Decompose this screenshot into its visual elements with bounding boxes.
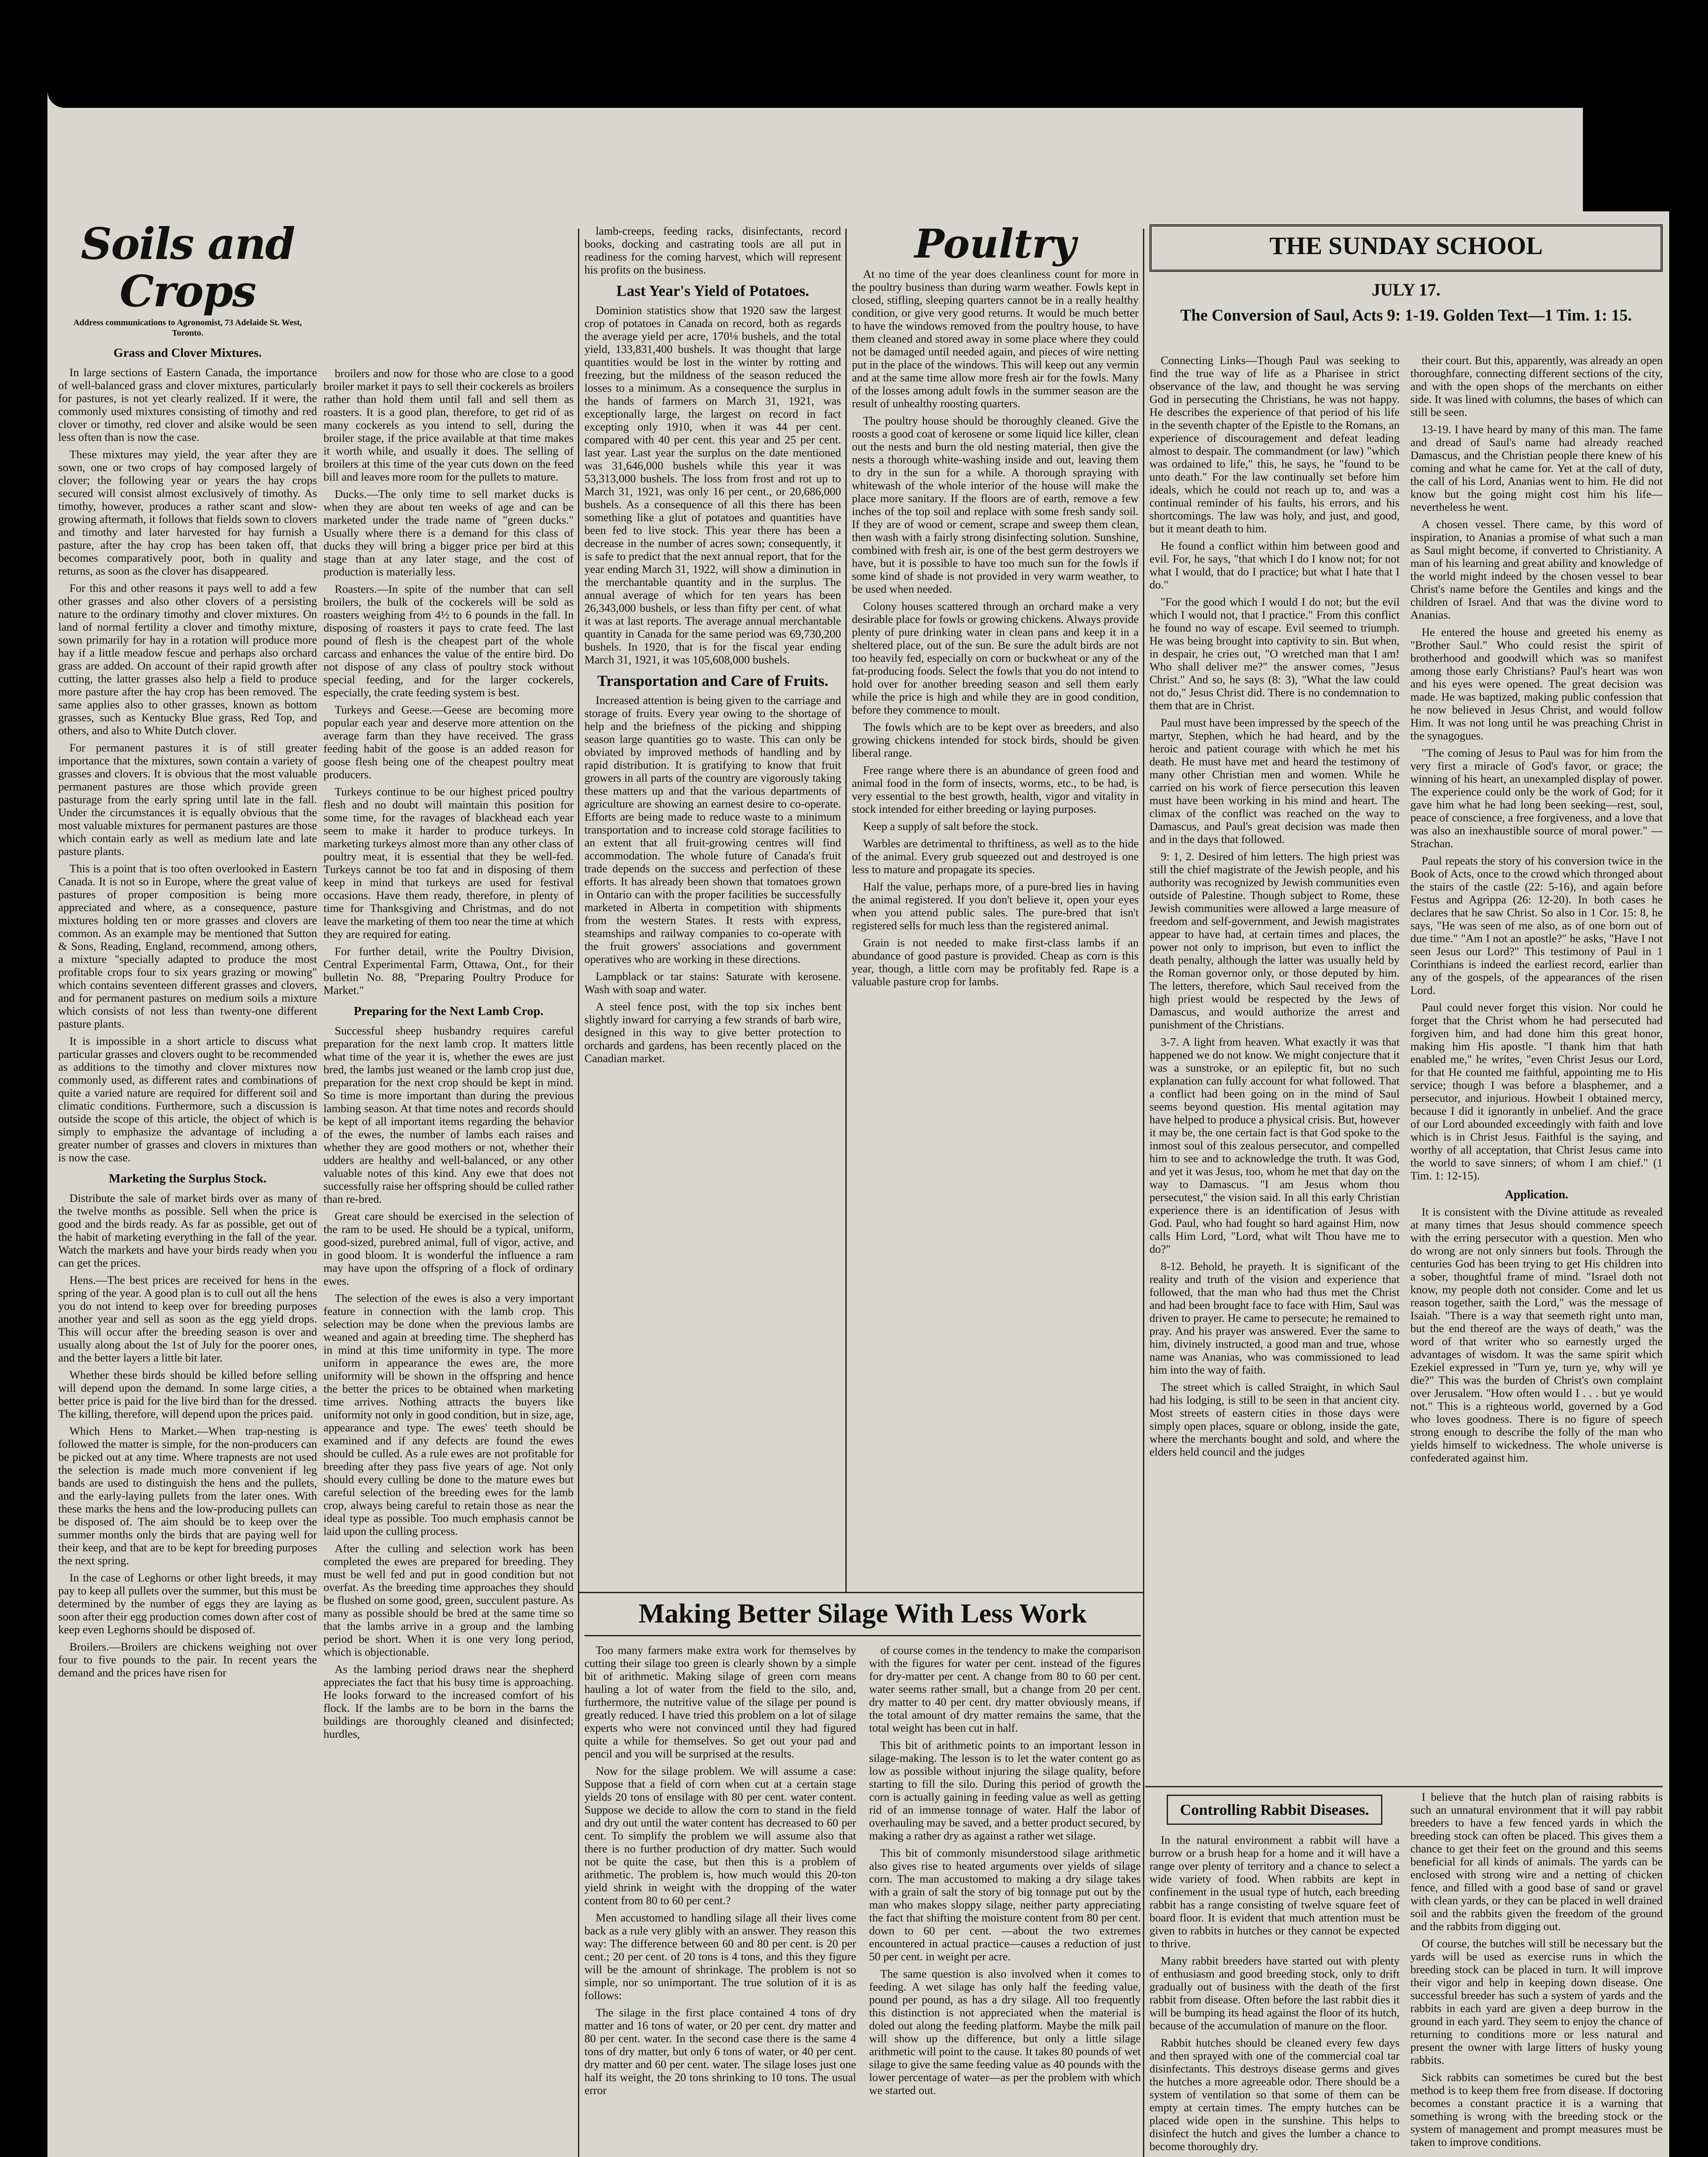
paragraph: Successful sheep husbandry requires careful preparation for the next lamb crop. It matters little what time of the year it is, whether the ewes are just bred, the lambs just weaned or the lamb crop just due, preparation for the next crop should be kept in mind. So time is more important than during the previous lambing season. At that time notes and records should be kept of all important items regarding the behavior of the ewes, the number of lambs each raises and whether they are good mothers or not, whether their udders are healthy and well-balanced, or any other valuable notes of this kind. Any ewe that does not successfully raise her offspring should be culled rather than re-bred. [323,1024,574,1205]
sunday-school-section [1149,224,1663,1782]
paragraph: Dominion statistics show that 1920 saw the largest crop of potatoes in Canada on record, both as regards the average yield per acre, 170⅛ bushels, and the total yield, 133,831,400 bushels. It was thought that large quantities would be lost in the winter by rotting and freezing, but the mildness of the season reduced the losses to a minimum. As a consequence the surplus in the hands of farmers on March 31, 1921, was exceptionally large, the largest on record in fact excepting only 1910, when it was 44 per cent. compared with 40 per cent. this year and 25 per cent. last year. Last year the surplus on the date mentioned was 31,646,000 bushels while this year it was 53,313,000 bushels. The loss from frost and rot up to March 31, 1921, was only 16 per cent., or 20,686,000 bushels. As a consequence of all this there has been something like a glut of potatoes and quantities have been fed to live stock. This year there has been a decrease in the number of acres sown; consequently, it is safe to predict that the next annual report, that for the year ending March 31, 1922, will show a diminution in the merchantable quantity and in the surplus. The annual average of which for ten years has been 26,343,000 bushels, or less than fifty per cent. of what it was at last reports. The average annual merchantable quantity in Canada for the same period was 69,730,200 bushels. In 1920, that is for the fiscal year ending March 31, 1921, it was 105,608,000 bushels. [584,304,841,666]
paragraph: 9: 1, 2. Desired of him letters. The high priest was still the chief magistrate of the Jewish people, and his authority was recognized by Jewish communities even outside of Palestine. Though subject to Rome, these Jewish communities were allowed a large measure of freedom and self-government, and Jewish magistrates appear to have had, at certain times and places, the power not only to imprison, but even to inflict the death penalty, although the latter was usually held by the Roman governor only, or those deputed by him. The letters, therefore, which Saul received from the high priest would be respected by the Jews of Damascus, and would authorize the arrest and punishment of the Christians. [1149,850,1400,1031]
paragraph: Whether these birds should be killed before selling will depend upon the demand. In some large cities, a better price is paid for the live bird than for the dressed. The killing, therefore, will depend upon the prices paid. [58,1368,317,1420]
application-heading: Application. [1504,1188,1569,1201]
paragraph: He entered the house and greeted his enemy as "Brother Saul." Who could resist the spirit of brotherhood and goodwill which was so manifest among those early Christians? Paul's heart was won and his eyes were opened. The great decision was made. He was baptized, making public confession that he now believed in Jesus Christ, and would follow Him. It was not long until he was preaching Christ in the synagogues. [1410,626,1663,742]
silage-column-b [869,1644,1141,2101]
paragraph: Warbles are detrimental to thriftiness, as well as to the hide of the animal. Every grub squeezed out and destroyed is one less to mature and propagate its species. [852,837,1139,876]
paragraph: This is a point that is too often overlooked in Eastern Canada. It is not so in Europe, where the great value of pastures of proper composition is being more appreciated and where, as a consequence, pasture mixtures holding ten or more grasses and clovers are common. As an example may be mentioned that Sutton & Sons, Reading, England, recommend, among others, a mixture "specially adapted to produce the most profitable crops four to six years grazing or mowing" which contains seventeen different grasses and clovers, and for permanent pastures on medium soils a mixture which consists of not less than twenty-one different pasture plants. [58,862,317,1030]
paragraph: Too many farmers make extra work for themselves by cutting their silage too green is clearly shown by a simple bit of arithmetic. Making silage of green corn means hauling a lot of water from the field to the silo, and, furthermore, the nutritive value of the silage per pound is greatly reduced. I have tried this problem on a lot of silage experts who were not convinced until they had figured quite a while for themselves. So get out your pad and pencil and you will be surprised at the results. [584,1644,856,1760]
soils-column [58,220,317,2157]
silage-column-a [584,1644,856,2101]
paragraph: This bit of commonly misunderstood silage arithmetic also gives rise to heated arguments over yields of silage corn. The man accustomed to making a dry silage takes with a grain of salt the story of big tonnage put out by the man who makes sloppy silage, neither party appreciating the fact that shifting the moisture content from 80 per cent. down to 60 per cent. —about the two extremes encountered in actual practice—causes a reduction of just 50 per cent. in weight per acre. [869,1846,1141,1963]
paragraph: For further detail, write the Poultry Division, Central Experimental Farm, Ottawa, Ont., for their bulletin No. 88, "Preparing Poultry Produce for Market." [323,945,574,997]
silage-article [584,1596,1141,2157]
paragraph: 8-12. Behold, he prayeth. It is significant of the reality and truth of the vision and experience that followed, that the man who had thus met the Christ and had been brought face to face with Him, Saul was driven to prayer. He came to persecute; he remained to pray. And his prayer was answered. Ever the same to him, divinely instructed, a good man and true, whose name was Ananias, who was commissioned to lead him into the way of faith. [1149,1260,1400,1376]
potato-heading: Last Year's Yield of Potatoes. [616,282,809,299]
paragraph: At no time of the year does cleanliness count for more in the poultry business than during warm weather. Fowls kept in closed, stifling, sleeping quarters cannot be in a really healthy condition, or give very good returns. It would be much better to have the windows removed from the poultry house, to have them cleaned and stored away in some place where they could not be damaged until needed again, and pieces of wire netting put in the place of the windows. This will keep out any vermin and at the same time allow more fresh air for the fowls. Many of the losses among adult fowls in the summer season are the result of unhealthy roosting quarters. [852,267,1139,410]
paragraph: Which Hens to Market.—When trap-nesting is followed the matter is simple, for the non-producers can be picked out at any time. Where trapnests are not used the selection is made much more convenient if leg bands are used to distinguish the hens and the pullets, and the early-laying pullets from the later ones. With these marks the hens and the low-producing pullets can be disposed of. The aim should be to keep over the summer months only the birds that are paying well for their keep, and that are to be kept for breeding purposes the next spring. [58,1424,317,1567]
paragraph: The street which is called Straight, in which Saul had his lodging, is still to be seen in that ancient city. Most streets of eastern cities in those days were simply open places, square or oblong, inside the gate, where the merchants bought and sold, and where the elders held council and the judges [1149,1380,1400,1458]
paragraph: Colony houses scattered through an orchard make a very desirable place for fowls or growing chickens. Always provide plenty of pure drinking water in clean pans and keep it in a sheltered place, out of the sun. Be sure the adult birds are not too heavily fed, especially on corn or buckwheat or any of the fat-producing foods. Select the fowls that you do not intend to hold over for another breeding season and sell them early while the price is high and while they are in good condition, before they commence to moult. [852,600,1139,716]
newspaper-page [47,82,1669,2157]
paragraph: "For the good which I would I do not; but the evil which I would not, that I practice." From this conflict he found no way of escape. Evil seemed to triumph. He was being brought into captivity to sin. But when, in despair, he cries out, "O wretched man that I am! Who shall deliver me?" the answer comes, "Jesus Christ." And so, he says (8: 3), "What the law could not do," Jesus Christ did. There is no condemnation to them that are in Christ. [1149,595,1400,712]
column-rule [845,229,847,1592]
paragraph: He found a conflict within him between good and evil. For, he says, "that which I do I know not; for not what I would, that do I practice; but what I hate that I do." [1149,539,1400,591]
paragraph: Turkeys continue to be our highest priced poultry flesh and no doubt will maintain this position for some time, for the ravages of blackhead each year seem to make it harder to produce turkeys. In marketing turkeys almost more than any other class of poultry meat, it is essential that they be well-fed. Turkeys cannot be too fat and in disposing of them keep in mind that turkeys are used for festival occasions. Have them ready, therefore, in plenty of time for Thanksgiving and Christmas, and do not leave the marketing of them too near the time at which they are required for eating. [323,785,574,940]
sunday-column-b [1410,354,1663,1468]
paragraph: Free range where there is an abundance of green food and animal food in the form of insects, worms, etc., to be had, is very essential to the best growth, health, vigor and vitality in stock intended for either breeding or laying purposes. [852,764,1139,815]
soils-masthead: Soils and Crops [81,220,295,317]
paragraph: Many rabbit breeders have started out with plenty of enthusiasm and good breeding stock, only to drift gradually out of business with the death of the first rabbit from disease. Often before the last rabbit dies it will be bumping its head against the floor of its hutch, because of the accumulation of manure on the floor. [1149,1954,1400,2032]
paragraph: The poultry house should be thoroughly cleaned. Give the roosts a good coat of kerosene or some liquid lice killer, clean out the nests and burn the old nesting material, then give the nests a thorough white-washing inside and out, leaving them to dry in the sun for a while. A thorough spraying with whitewash of the whole interior of the house will make the place more sanitary. If the floors are of earth, remove a few inches of the top soil and replace with some fresh sandy soil. If they are of wood or cement, scrape and sweep them clean, then wash with a fairly strong disinfecting solution. Sunshine, combined with fresh air, is one of the best germ destroyers we have, but it is possible to have too much sun for the fowls if some kind of shade is not provided in very warm weather, to be used when needed. [852,414,1139,595]
paragraph: Roasters.—In spite of the number that can sell broilers, the bulk of the cockerels will be sold as roasters weighing from 4½ to 6 pounds in the fall. In disposing of roasters it pays to crate feed. The last pound of flesh is the cheapest part of the whole carcass and enhances the value of the entire bird. Do not dispose of any class of poultry stock without special feeding, and for the larger cockerels, especially, the crate feeding system is best. [323,582,574,699]
paragraph: Connecting Links—Though Paul was seeking to find the true way of life as a Pharisee in strict observance of the law, and thought he was serving God in persecuting the Christians, he was not happy. He describes the experience of that period of his life in the seventh chapter of the Epistle to the Romans, an experience of discouragement and defeat leading almost to despair. The commandment (or law) "which was ordained to life," this, he says, he "found to be unto death." For the law continually set before him ideals, which he could not reach up to, and was a continual reminder of his faults, his errors, and his shortcomings. The law was holy, and just, and good, but it meant death to him. [1149,354,1400,535]
paragraph: Sick rabbits can sometimes be cured but the best method is to keep them free from disease. If doctoring becomes a constant practice it is a warning that something is wrong with the breeding stock or the system of management and prompt measures must be taken to improve conditions. [1410,2071,1663,2148]
fruit-heading: Transportation and Care of Fruits. [597,672,829,689]
grass-heading: Grass and Clover Mixtures. [113,346,262,360]
paragraph: Turkeys and Geese.—Geese are becoming more popular each year and deserve more attention on the average farm than they have received. The grass feeding habit of the goose is an added reason for goose flesh being one of the cheapest poultry meat producers. [323,703,574,781]
paragraph: Paul repeats the story of his conversion twice in the Book of Acts, once to the crowd which thronged about the stairs of the castle (22: 5-16), and again before Festus and Agrippa (26: 12-20). In both cases he declares that he saw Christ. So also in 1 Cor. 15: 8, he says, "He was seen of me also, as of one born out of due time." "Am I not an apostle?" he asks, "Have I not seen Jesus our Lord?" This testimony of Paul in 1 Corinthians is indeed the earliest record, earlier than any of the gospels, of the appearances of the risen Lord. [1410,854,1663,997]
lamb-heading: Preparing for the Next Lamb Crop. [354,1004,543,1018]
paragraph: In the case of Leghorns or other light breeds, it may pay to keep all pullets over the summer, but this must be determined by the number of eggs they are laying as soon after their egg production comes down after cost of keep even Leghorns should be disposed of. [58,1571,317,1636]
paragraph: "The coming of Jesus to Paul was for him from the very first a miracle of God's favor, or grace; the winning of his heart, an unexampled display of power. The experience could only be the work of God; for it gave him what he had long been seeking—rest, soul, peace of conscience, a free forgiveness, and a love that was also an inexhaustible source of moral power." —Strachan. [1410,746,1663,850]
paragraph: After the culling and selection work has been completed the ewes are prepared for breeding. They must be well fed and put in good condition but not overfat. As the breeding time approaches they should be flushed on some good, green, succulent pasture. As many as possible should be bred at the same time so that the lambs arrive in a group and the lambing period be short. When it is one very long period, which is objectionable. [323,1542,574,1658]
paragraph: This bit of arithmetic points to an important lesson in silage-making. The lesson is to let the water content go as low as possible without injuring the silage quality, before starting to fill the silo. During this period of growth the corn is actually gaining in feeding value as well as getting rid of an immense tonnage of water. Half the labor of overhauling may be saved, and a better product secured, by making a rather dry as against a rather wet silage. [869,1739,1141,1842]
sunday-column-a [1149,354,1400,1462]
paragraph: As the lambing period draws near the shepherd appreciates the fact that his busy time is approaching. He looks forward to the increased comfort of his flock. If the lambs are to be born in the barns the buildings are thoroughly cleaned and disinfected; hurdles, [323,1663,574,1740]
torn-corner [1583,82,1669,211]
paragraph: In the natural environment a rabbit will have a burrow or a brush heap for a home and it will have a range over plenty of territory and a chance to select a wide variety of food. When rabbits are kept in confinement in the usual type of hutch, each breeding rabbit has a range consisting of twelve square feet of board floor. It is evident that much attention must be given to rabbits in hutches or they cannot be expected to thrive. [1149,1833,1400,1950]
paragraph: For permanent pastures it is of still greater importance that the mixtures, sown contain a variety of grasses and clovers. It is obvious that the most valuable permanent pastures are those which provide green pasturage from the early spring until late in the fall. Under the circumstances it is equally obvious that the most valuable mixtures for permanent pastures are those which contain early as well as medium late and late pasture plants. [58,741,317,858]
paragraph: of course comes in the tendency to make the comparison with the figures for water per cent. instead of the figures for dry-matter per cent. A change from 80 to 60 per cent. water seems rather small, but a change from 20 per cent. dry matter to 40 per cent. dry matter obviously means, if the total amount of dry matter remains the same, that the total weight has been cut in half. [869,1644,1141,1734]
soils-address: Address communications to Agronomist, 73 Adelaide St. West, Toronto. [73,318,302,338]
paragraph: A steel fence post, with the top six inches bent slightly inward for carrying a few strands of barb wire, designed in this way to give better protection to orchards and gardens, has been recently placed on the Canadian market. [584,1000,841,1065]
paragraph: I believe that the hutch plan of raising rabbits is such an unnatural environment that it will pay rabbit breeders to have a few fenced yards in which the breeding stock can often be placed. This gives them a chance to get their feet on the ground and this seems beneficial for all kinds of animals. The yards can be enclosed with strong wire and a netting of chicken fence, and filled with a good base of sand or gravel with clean yards, or they can be placed in well drained soil and the rabbits given the freedom of the ground and the rabbits from digging out. [1410,1790,1663,1933]
paragraph: lamb-creeps, feeding racks, disinfectants, record books, docking and castrating tools are all put in readiness for the coming harvest, which will represent his profits on the business. [584,224,841,276]
rabbit-article [1149,1790,1663,2157]
potatoes-fruits-column [584,224,841,1588]
market-heading: Marketing the Surplus Stock. [109,1172,267,1185]
poultry-masthead: Poultry [914,220,1076,267]
paragraph: It is consistent with the Divine attitude as revealed at many times that Jesus should commence speech with the erring persecutor with a question. Men who do wrong are not only sinners but fools. Through the centuries God has been trying to get His children into a sober, thoughtful frame of mind. "Israel doth not know, my people doth not consider. Come and let us reason together, saith the Lord," was the message of Isaiah. "There is a way that seemeth right unto man, but the end thereof are the ways of death," was the word of that writer who so earnestly urged the advantages of wisdom. It was the same spirit which Ezekiel expressed in "Turn ye, turn ye, why will ye die?" This was the burden of Christ's own complaint over Jerusalem. "How often would I . . . but ye would not." This is a righteous world, governed by a God who loves goodness. There is no figure of speech strong enough to describe the folly of the man who yields himself to wickedness. The whole universe is confederated against him. [1410,1205,1663,1464]
paragraph: Distribute the sale of market birds over as many of the twelve months as possible. Sell when the price is good and the birds ready. As far as possible, get out of the habit of marketing everything in the fall of the year. Watch the markets and have your birds ready when you can get the prices. [58,1192,317,1269]
paragraph: Ducks.—The only time to sell market ducks is when they are about ten weeks of age and can be marketed under the trade name of "green ducks." Usually where there is a demand for this class of ducks they will bring a bigger price per bird at this stage than at any later stage, and the cost of production is materially less. [323,487,574,578]
paragraph: Hens.—The best prices are received for hens in the spring of the year. A good plan is to cull out all the hens you do not intend to keep over for breeding purposes another year and sell as soon as the egg yield drops. This will occur after the breeding season is over and usually along about the 1st of July for the poorer ones, and the better layers a little bit later. [58,1273,317,1364]
poultry-marketing-column [323,367,574,2157]
paragraph: Increased attention is being given to the carriage and storage of fruits. Every year owing to the shortage of help and the briefness of the picking and shipping season large quantities go to waste. This can only be obviated by improved methods of handling and by rapid distribution. It is gratifying to know that fruit growers in all parts of the country are vigorously taking these matters up and that the various departments of agriculture are showing an earnest desire to co-operate. Efforts are being made to reduce waste to a minimum transportation and to increase cold storage facilities to an extent that all fruit-growing centres will find accommodation. The whole future of Canada's fruit trade depends on the success and perfection of these efforts. It has already been shown that tomatoes grown in Ontario can with the proper facilities be successfully marketed in Alberta in competition with shipments from the western States. It rests with express, steamships and railway companies to co-operate with the fruit growers' associations and government operatives who are working in these directions. [584,694,841,965]
lesson-title: The Conversion of Saul, Acts 9: 1-19. Golden Text—1 Tim. 1: 15. [1180,306,1632,324]
rabbit-column-a [1149,1790,1400,2157]
section-rule [578,1592,1143,1593]
sunday-school-masthead: THE SUNDAY SCHOOL [1149,224,1663,272]
paragraph: Half the value, perhaps more, of a pure-bred lies in having the animal registered. If you don't believe it, open your eyes when you attend public sales. The pure-bred that isn't registered sells for much less than the registered animal. [852,880,1139,932]
paragraph: The fowls which are to be kept over as breeders, and also growing chickens intended for stock birds, should be given liberal range. [852,720,1139,759]
paragraph: Keep a supply of salt before the stock. [863,820,1039,833]
silage-headline: Making Better Silage With Less Work [584,1596,1141,1636]
paragraph: Broilers.—Broilers are chickens weighing not over four to five pounds to the pair. In recent years the demand and the prices have risen for [58,1640,317,1679]
paragraph: In large sections of Eastern Canada, the importance of well-balanced grass and clover mixtures, particularly for pastures, is not yet clearly realized. If it were, the commonly used mixtures consisting of timothy and red clover or timothy, red clover and alsike would be seen less often than is now the case. [58,366,317,443]
paragraph: 13-19. I have heard by many of this man. The fame and dread of Saul's name had already reached Damascus, and the Christian people there knew of his coming and what he came for. Yet at the call of duty, the call of his Lord, Ananias went to him. He did not know but the going might cost him his life—nevertheless he went. [1410,423,1663,513]
paragraph: Lampblack or tar stains: Saturate with kerosene. Wash with soap and water. [584,970,841,996]
paragraph: Great care should be exercised in the selection of the ram to be used. He should be a typical, uniform, good-sized, purebred animal, full of vigor, active, and in good bloom. It is wonderful the influence a ram may have upon the offspring of a flock of ordinary ewes. [323,1210,574,1287]
torn-top-edge [47,82,1669,108]
rabbit-column-b [1410,1790,1663,2153]
paragraph: For this and other reasons it pays well to add a few other grasses and also other clovers of a persisting nature to the ordinary timothy and clover mixtures. On land of normal fertility a clover and timothy mixture, sown primarily for hay in a rotation will produce more hay if a little meadow fescue and perhaps also orchard grass are added. On account of their rapid growth after cutting, the latter grasses also help a field to produce more pasture after the hay crop has been removed. The same applies also to other grasses, known as bottom grasses, such as Kentucky Blue grass, Red Top, and others, and also to White Dutch clover. [58,582,317,737]
paragraph: Rabbit hutches should be cleaned every few days and then sprayed with one of the commercial coal tar disinfectants. This destroys disease germs and gives the hutches a more agreeable odor. There should be a system of ventilation so that some of them can be empty at certain times. The empty hutches can be placed wide open in the sunshine. This helps to disinfect the hutch and gives the lumber a chance to become thoroughly dry. [1149,2036,1400,2153]
section-rule [1145,1786,1663,1787]
paragraph: broilers and now for those who are close to a good broiler market it pays to sell their cockerels as broilers rather than hold them until fall and sell them as roasters. It is a good plan, therefore, to get rid of as many cockerels as you intend to sell, during the broiler stage, if the price available at that time makes it worth while, and usually it does. The selling of broilers at this time of the year cuts down on the feed bill and leaves more room for the pullets to mature. [323,367,574,483]
paragraph: The silage in the first place contained 4 tons of dry matter and 16 tons of water, or 20 per cent. dry matter and 80 per cent. water. In the second case there is the same 4 tons of dry matter, but only 6 tons of water, or 40 per cent. dry matter and 60 per cent. water. The silage loses just one half its weight, the 20 tons shrinking to 10 tons. The usual error [584,2006,856,2097]
paragraph: Men accustomed to handling silage all their lives come back as a rule very glibly with an answer. They reason this way: The difference between 60 and 80 per cent. is 20 per cent.; 20 per cent. of 20 tons is 4 tons, and this they figure will be the amount of shrinkage. The problem is not so simple, nor so unimportant. The true solution of it is as follows: [584,1911,856,2002]
paragraph: Now for the silage problem. We will assume a case: Suppose that a field of corn when cut at a certain stage yields 20 tons of ensilage with 80 per cent. water content. Suppose we decide to allow the corn to stand in the field and dry out until the water content has decreased to 60 per cent. To simplify the problem we will assume also that there is no further production of dry matter. Such would not be quite the case, but then this is a problem of arithmetic. The problem is, how much would this 20-ton yield shrink in weight with the dropping of the water content from 80 to 60 per cent.? [584,1764,856,1907]
lesson-date: JULY 17. [1372,280,1441,299]
paragraph: Paul must have been impressed by the speech of the martyr, Stephen, which he had heard, and by the heroic and patient courage with which he met his death. He must have met and heard the testimony of many other Christian men and women. While he carried on his work of fierce persecution this leaven must have been working in his mind and heart. The climax of the conflict was reached on the way to Damascus, and Paul's great decision was made then and in the days that followed. [1149,716,1400,846]
paragraph: These mixtures may yield, the year after they are sown, one or two crops of hay composed largely of clover; the following year or years the hay crops secured will consist almost exclusively of timothy. As timothy, however, produces a rather scant and slow-growing aftermath, it follows that fields sown to clovers and timothy and later harvested for hay furnish a pasture, after the hay crop has been taken off, that becomes comparatively poor, both in quality and returns, as soon as the clover has disappeared. [58,448,317,577]
poultry-column [852,220,1139,1588]
paragraph: 3-7. A light from heaven. What exactly it was that happened we do not know. We might conjecture that it was a sunstroke, or an epileptic fit, but no such explanation can fully account for what followed. That a conflict had been going on in the mind of Saul seems beyond question. His mental agitation may have helped to produce a physical crisis. But, however it may be, the one certain fact is that God spoke to the inmost soul of this zealous persecutor, and compelled him to see and to acknowledge the truth. It was God, and yet it was Jesus, too, whom he met that day on the way to Damascus. "I am Jesus whom thou persecutest," the vision said. In all this early Christian experience there is an identification of Jesus with God. Paul, who had fought so hard against Him, now calls Him Lord, "Lord, what wilt Thou have me to do?" [1149,1035,1400,1255]
paragraph: A chosen vessel. There came, by this word of inspiration, to Ananias a promise of what such a man as Saul might become, if converted to Christianity. A man of his learning and great ability and knowledge of the world might indeed by the chosen vessel to bear Christ's name before the Gentiles and kings and the children of Israel. And that was the divine word to Ananias. [1410,518,1663,621]
column-rule [578,229,579,2157]
paragraph: Grain is not needed to make first-class lambs if an abundance of good pasture is provided. Cheap as corn is this year, though, a little corn may be profitably fed. Rape is a valuable pasture crop for lambs. [852,936,1139,988]
paragraph: The same question is also involved when it comes to feeding. A wet silage has only half the feeding value, pound per pound, as has a dry silage. All too frequently this distinction is not appreciated when the material is doled out along the feeding platform. Maybe the milk pail will show up the difference, but only a little silage arithmetic will point to the cause. It takes 80 pounds of wet silage to give the same feeding value as 40 pounds with the lower percentage of water—as per the problem with which we started out. [869,1967,1141,2097]
column-rule [1143,229,1144,2157]
paragraph: It is impossible in a short article to discuss what particular grasses and clovers ought to be recommended as additions to the timothy and clover mixtures now commonly used, as different rates and combinations of quite a varied nature are required for different soil and climatic conditions. Furthermore, such a discussion is outside the scope of this article, the object of which is simply to emphasize the advantage of including a greater number of grasses and clovers in mixtures than is now the case. [58,1034,317,1164]
paragraph: Paul could never forget this vision. Nor could he forget that the Christ whom he had persecuted had forgiven him, and had done him this great honor, making him His apostle. "I thank him that hath enabled me," he writes, "even Christ Jesus our Lord, for that He counted me faithful, appointing me to His service; though I was before a blasphemer, and a persecutor, and injurious. Howbeit I obtained mercy, because I did it ignorantly in unbelief. And the grace of our Lord abounded exceedingly with faith and love which is in Christ Jesus. Faithful is the saying, and worthy of all acceptation, that Christ Jesus came into the world to save sinners; of whom I am chief." (1 Tim. 1: 12-15). [1410,1001,1663,1182]
paragraph: The selection of the ewes is also a very important feature in connection with the lamb crop. This selection may be done when the previous lambs are weaned and again at breeding time. The shepherd has in mind at this time uniformity in type. The more uniform in appearance the ewes are, the more uniformity will be shown in the offspring and hence the better the prices to be obtained when marketing time arrives. Nothing attracts the buyers like uniformity not only in good condition, but in size, age, appearance and type. The ewes' teeth should be examined and if any defects are found the ewes should be culled. As a rule ewes are not profitable for breeding after they pass five years of age. Not only should every culling be done to the mature ewes but careful selection of the breeding ewes for the lamb crop, always being careful to retain those as near the ideal type as possible. Too much emphasis cannot be laid upon the culling process. [323,1292,574,1538]
paragraph: Of course, the butches will still be necessary but the yards will be used as exercise runs in which the breeding stock can be placed in turn. It will improve their vigor and help in keeping down disease. One successful breeder has such a system of yards and the rabbits in each yard are given a deep burrow in the ground in each yard. They seem to enjoy the chance of returning to conditions more or less natural and present the owner with large litters of husky young rabbits. [1410,1937,1663,2066]
paragraph: their court. But this, apparently, was already an open thoroughfare, connecting different sections of the city, and with the open shops of the merchants on either side. It was lined with columns, the bases of which can still be seen. [1410,354,1663,418]
rabbit-headline: Controlling Rabbit Diseases. [1167,1795,1382,1825]
